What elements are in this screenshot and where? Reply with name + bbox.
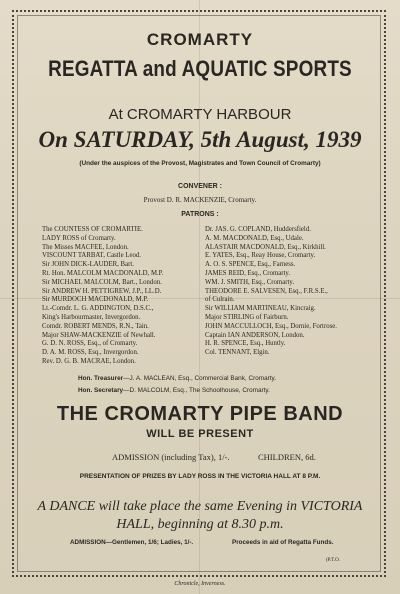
- event-date: On SATURDAY, 5th August, 1939: [38, 127, 362, 152]
- patron-entry: JOHN MACCULLOCH, Esq., Dornie, Fortrose.: [205, 322, 337, 330]
- patron-entry: Captain IAN ANDERSON, London.: [205, 331, 305, 339]
- secretary-line: [78, 387, 270, 394]
- secretary-label: Hon. Secretary: [78, 387, 124, 394]
- patron-entry: Rt. Hon. MALCOLM MACDONALD, M.P.: [42, 269, 164, 277]
- patron-entry: Sir MURDOCH MACDONALD, M.P.: [42, 296, 149, 304]
- patron-entry: The Misses MACFEE, London.: [42, 243, 129, 251]
- patron-entry: D. A. M. ROSS, Esq., Invergordon.: [42, 349, 139, 357]
- patron-entry: H. R. SPENCE, Esq., Huntly.: [205, 340, 286, 348]
- patron-entry: Col. TENNANT, Elgin.: [205, 349, 270, 357]
- location-line: At CROMARTY HARBOUR: [108, 106, 292, 123]
- patron-entry: G. D. N. ROSS, Esq., of Cromarty.: [42, 340, 138, 348]
- patrons-heading: PATRONS :: [181, 211, 219, 218]
- treasurer-label: Hon. Treasurer: [78, 375, 124, 382]
- prizes-line: PRESENTATION OF PRIZES BY LADY ROSS IN THE VICTORIA HALL AT 8 P.M.: [79, 473, 321, 480]
- patron-entry: VISCOUNT TARBAT, Castle Leod.: [42, 252, 141, 260]
- pto-note: (P.T.O.: [326, 558, 340, 563]
- patron-entry: The COUNTESS OF CROMARTIE.: [42, 226, 143, 233]
- pipe-band-heading: THE CROMARTY PIPE BAND: [56, 403, 344, 425]
- patron-entry: Comdr. ROBERT MENDS, R.N., Tain.: [42, 322, 149, 330]
- patron-entry: Rev. D. G. B. MACRAE, London.: [42, 357, 136, 365]
- patron-entry: E. YATES, Esq., Reay House, Cromarty.: [205, 252, 316, 260]
- patron-entry: A. O. S. SPENCE, Esq., Farness.: [205, 261, 296, 269]
- patron-entry: King's Harbourmaster, Invergordon.: [42, 313, 141, 321]
- patron-entry: Sir ANDREW H. PETTIGREW, J.P., LL.D.: [42, 287, 162, 295]
- patron-entry: Lt.-Comdr. L. G. ADDINGTON, D.S.C.,: [42, 305, 154, 313]
- patron-entry: Sir WILLIAM MARTINEAU, Kincraig.: [205, 305, 316, 313]
- pipe-band-note: WILL BE PRESENT: [146, 428, 254, 440]
- dance-proceeds: Proceeds in aid of Regatta Funds.: [232, 539, 334, 546]
- dance-line-1: A DANCE will take place the same Evening in VICTORIA: [37, 499, 363, 514]
- patron-entry: Dr. JAS. G. COPLAND, Huddersfield.: [205, 226, 311, 233]
- convener-name: Provost D. R. MACKENZIE, Cromarty.: [143, 196, 257, 204]
- title-cromarty: CROMARTY: [146, 30, 254, 49]
- admission-children: CHILDREN, 6d.: [258, 452, 316, 462]
- patron-entry: WM. J. SMITH, Esq., Cromarty.: [205, 278, 295, 286]
- dance-admission-prices: ADMISSION—Gentlemen, 1/6; Ladies, 1/-.: [70, 539, 194, 546]
- patron-entry: of Culrain.: [205, 296, 235, 304]
- convener-heading: CONVENER :: [178, 183, 222, 190]
- secretary-text: —D. MALCOLM, Esq., The Schoolhouse, Cromarty.: [123, 387, 270, 394]
- patrons-left-column: [42, 226, 163, 367]
- patron-entry: Sir MICHAEL MALCOLM, Bart., London.: [42, 278, 162, 286]
- patrons-right-column: [205, 226, 337, 358]
- treasurer-line: [78, 375, 276, 382]
- patron-entry: JAMES REID, Esq., Cromarty.: [205, 269, 291, 277]
- printer-imprint: Chronicle, Inverness.: [174, 581, 226, 587]
- patron-entry: Major STIRLING of Fairburn.: [205, 313, 289, 321]
- patron-entry: Sir JOHN DICK-LAUDER, Bart.: [42, 261, 134, 269]
- patron-entry: THEODORE E. SALVESEN, Esq., F.R.S.E.,: [205, 287, 328, 295]
- patron-entry: LADY ROSS of Cromarty.: [42, 234, 116, 242]
- title-regatta: REGATTA and AQUATIC SPORTS: [48, 56, 352, 81]
- auspices-note: (Under the auspices of the Provost, Magistrates and Town Council of Cromarty): [79, 160, 321, 167]
- admission-adults: ADMISSION (including Tax), 1/-.: [112, 452, 230, 462]
- patron-entry: A. M. MACDONALD, Esq., Udale.: [205, 234, 304, 242]
- dance-line-2: HALL, beginning at 8.30 p.m.: [116, 517, 284, 532]
- patron-entry: ALASTAIR MACDONALD, Esq., Kirkhill.: [205, 243, 326, 251]
- treasurer-text: —J. A. MACLEAN, Esq., Commercial Bank, Cromarty.: [123, 375, 277, 382]
- patron-entry: Major SHAW-MACKENZIE of Newhall.: [42, 331, 156, 339]
